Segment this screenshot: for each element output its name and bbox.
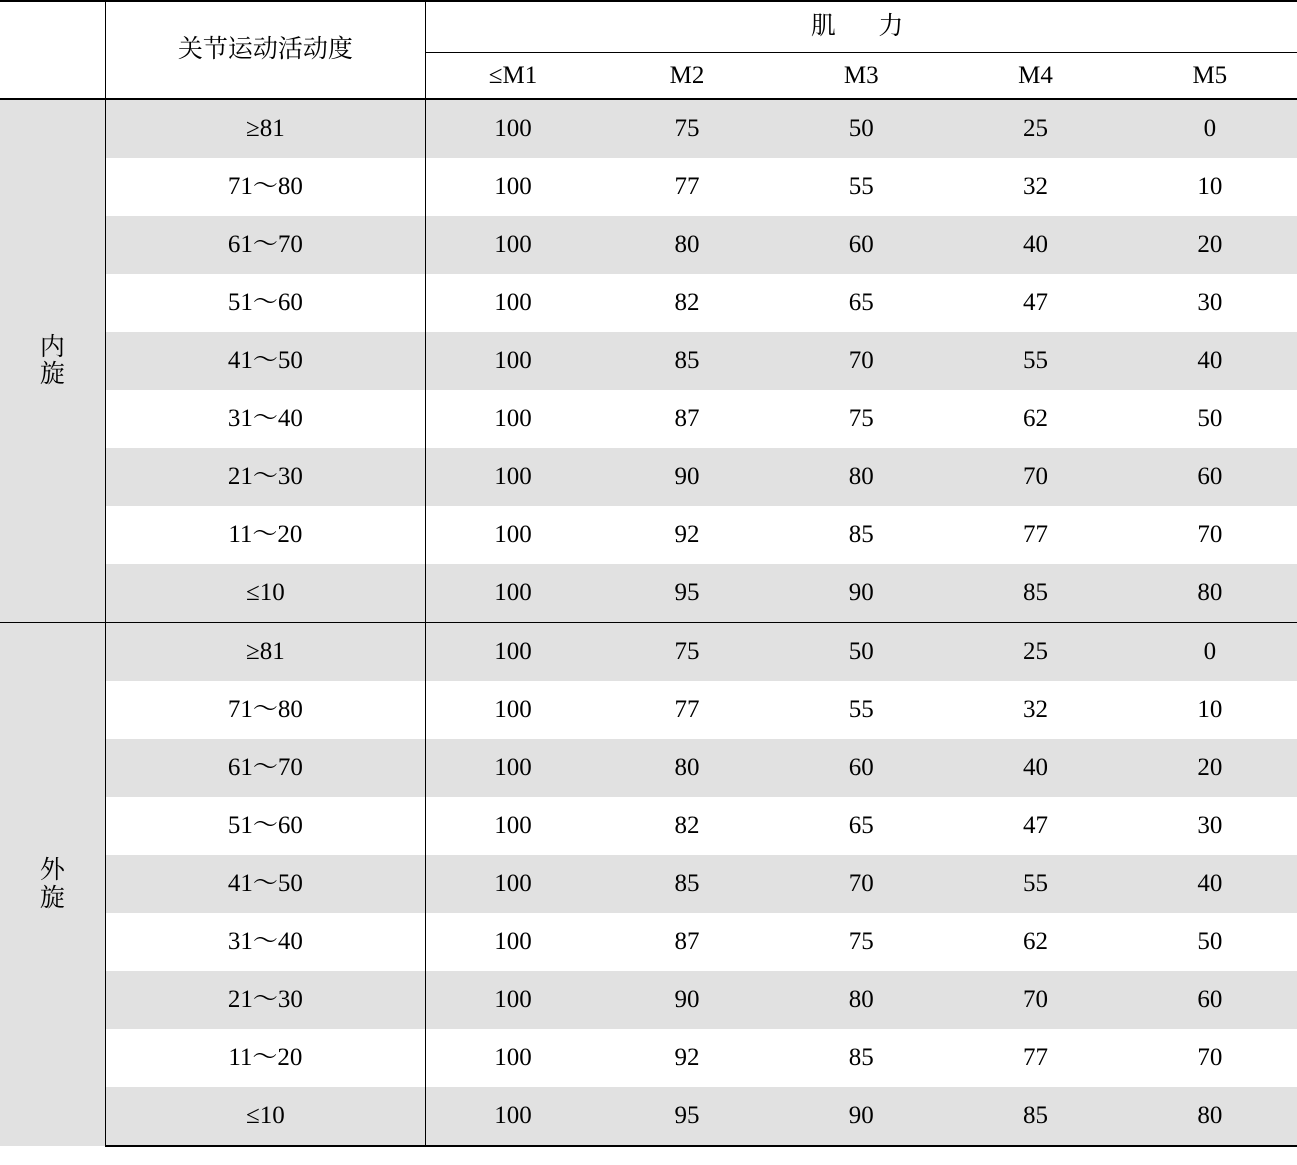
score-cell: 77	[674, 696, 700, 724]
rom-range-cell: 21～30	[105, 448, 425, 506]
score-cell: 100	[426, 448, 600, 506]
table-row	[0, 1087, 1297, 1146]
score-cell: 90	[600, 448, 774, 506]
header-grade-m2: M2	[600, 53, 774, 100]
score-cell: 100	[494, 696, 532, 724]
score-cell: 77	[674, 173, 700, 201]
score-cell: 30	[1197, 289, 1223, 317]
score-cell: 70	[774, 855, 948, 913]
rom-range-cell: 51～60	[105, 274, 425, 332]
table-row	[0, 564, 1297, 623]
score-cell: 77	[1023, 1044, 1048, 1072]
score-cell: 80	[600, 739, 774, 797]
score-cell: 75	[848, 405, 874, 433]
section-label-char: 外	[39, 857, 65, 884]
table-row	[0, 332, 1297, 390]
rom-range-cell: ≤10	[105, 564, 425, 623]
table-row	[0, 855, 1297, 913]
rom-range-cell: ≥81	[105, 99, 425, 158]
score-cell: 55	[948, 332, 1122, 390]
table-row	[0, 913, 1297, 971]
table-row	[0, 506, 1297, 564]
rom-range-cell: 71～80	[105, 681, 425, 739]
score-cell: 80	[600, 216, 774, 274]
score-cell: 30	[1197, 812, 1223, 840]
score-cell: 100	[494, 928, 532, 956]
table-row	[0, 1029, 1297, 1087]
score-cell: 50	[1197, 405, 1223, 433]
score-cell: 80	[774, 448, 948, 506]
score-cell: 85	[948, 564, 1122, 623]
score-cell: 65	[848, 289, 874, 317]
section-label-char: 内	[39, 333, 65, 361]
score-cell: 100	[426, 971, 600, 1029]
rom-range-cell: 51～60	[105, 797, 425, 855]
header-rom-label: 关节运动活动度	[105, 1, 425, 99]
score-cell: 60	[1123, 448, 1297, 506]
score-cell: 100	[494, 1044, 532, 1072]
table-row	[0, 158, 1297, 216]
score-cell: 10	[1197, 173, 1223, 201]
score-cell: 50	[774, 623, 948, 682]
table-row	[0, 216, 1297, 274]
rom-range-cell: 11～20	[105, 1029, 425, 1087]
score-cell: 50	[774, 99, 948, 158]
score-cell: 40	[1123, 332, 1297, 390]
score-cell: 25	[948, 623, 1122, 682]
rom-range-cell: 41～50	[105, 332, 425, 390]
table-header	[0, 1, 1297, 99]
score-cell: 100	[426, 216, 600, 274]
score-cell: 100	[426, 855, 600, 913]
section-label-1	[0, 99, 105, 623]
score-cell: 87	[674, 928, 700, 956]
score-cell: 100	[426, 99, 600, 158]
header-muscle-label: 肌 力	[426, 1, 1297, 53]
rom-range-cell: 31～40	[105, 913, 425, 971]
table-row	[0, 971, 1297, 1029]
rom-range-cell: 11～20	[105, 506, 425, 564]
rom-range-cell: ≤10	[105, 1087, 425, 1146]
score-cell: 60	[774, 739, 948, 797]
score-cell: 95	[600, 564, 774, 623]
table-row	[0, 274, 1297, 332]
score-cell: 90	[774, 1087, 948, 1146]
score-cell: 100	[494, 289, 532, 317]
score-cell: 70	[948, 448, 1122, 506]
score-cell: 85	[848, 521, 874, 549]
score-cell: 47	[1023, 289, 1048, 317]
table-row	[0, 797, 1297, 855]
score-cell: 32	[1023, 696, 1048, 724]
score-cell: 80	[1123, 564, 1297, 623]
score-cell: 100	[426, 1087, 600, 1146]
score-cell: 85	[948, 1087, 1122, 1146]
score-cell: 100	[426, 564, 600, 623]
score-cell: 85	[600, 855, 774, 913]
score-cell: 92	[674, 1044, 700, 1072]
score-cell: 50	[1197, 928, 1223, 956]
score-cell: 47	[1023, 812, 1048, 840]
score-cell: 90	[600, 971, 774, 1029]
score-cell: 20	[1123, 739, 1297, 797]
score-cell: 75	[848, 928, 874, 956]
table-row	[0, 390, 1297, 448]
score-cell: 100	[426, 739, 600, 797]
table-body	[0, 99, 1297, 1146]
score-cell: 85	[600, 332, 774, 390]
score-cell: 100	[494, 173, 532, 201]
score-cell: 40	[1123, 855, 1297, 913]
rom-range-cell: 41～50	[105, 855, 425, 913]
header-grade-m4: M4	[948, 53, 1122, 100]
header-corner-blank	[0, 1, 105, 99]
header-grade-m1: ≤M1	[426, 53, 600, 100]
score-cell: 32	[1023, 173, 1048, 201]
section-label-char: 旋	[39, 884, 65, 912]
rom-range-cell: 31～40	[105, 390, 425, 448]
score-cell: 80	[1123, 1087, 1297, 1146]
score-cell: 92	[674, 521, 700, 549]
score-cell: 62	[1023, 928, 1048, 956]
score-cell: 70	[948, 971, 1122, 1029]
score-cell: 100	[494, 812, 532, 840]
table-row	[0, 681, 1297, 739]
score-cell: 82	[674, 812, 700, 840]
score-cell: 100	[426, 332, 600, 390]
table-row	[0, 623, 1297, 682]
score-cell: 85	[848, 1044, 874, 1072]
rom-range-cell: 61～70	[105, 739, 425, 797]
score-cell: 20	[1123, 216, 1297, 274]
score-cell: 40	[948, 739, 1122, 797]
score-cell: 80	[774, 971, 948, 1029]
score-cell: 95	[600, 1087, 774, 1146]
header-grade-m3: M3	[774, 53, 948, 100]
score-cell: 60	[1123, 971, 1297, 1029]
score-cell: 82	[674, 289, 700, 317]
score-cell: 10	[1197, 696, 1223, 724]
score-cell: 25	[948, 99, 1122, 158]
score-cell: 55	[848, 696, 874, 724]
table-row	[0, 739, 1297, 797]
score-cell: 75	[600, 623, 774, 682]
score-cell: 55	[848, 173, 874, 201]
table-row	[0, 448, 1297, 506]
score-cell: 70	[1197, 1044, 1223, 1072]
score-cell: 100	[494, 521, 532, 549]
score-cell: 77	[1023, 521, 1048, 549]
score-cell: 62	[1023, 405, 1048, 433]
score-cell: 90	[774, 564, 948, 623]
score-cell: 70	[1197, 521, 1223, 549]
section-label-2	[0, 623, 105, 1147]
rom-range-cell: ≥81	[105, 623, 425, 682]
rom-range-cell: 21～30	[105, 971, 425, 1029]
score-cell: 70	[774, 332, 948, 390]
score-cell: 0	[1123, 623, 1297, 682]
rom-range-cell: 61～70	[105, 216, 425, 274]
score-cell: 100	[494, 405, 532, 433]
score-cell: 55	[948, 855, 1122, 913]
score-cell: 40	[948, 216, 1122, 274]
rom-range-cell: 71～80	[105, 158, 425, 216]
score-cell: 0	[1123, 99, 1297, 158]
table-row	[0, 99, 1297, 158]
header-grade-m5: M5	[1123, 53, 1297, 100]
header-row-top	[0, 1, 1297, 53]
score-cell: 65	[848, 812, 874, 840]
score-cell: 87	[674, 405, 700, 433]
score-cell: 100	[426, 623, 600, 682]
score-cell: 75	[600, 99, 774, 158]
section-label-char: 旋	[39, 361, 65, 388]
score-cell: 60	[774, 216, 948, 274]
